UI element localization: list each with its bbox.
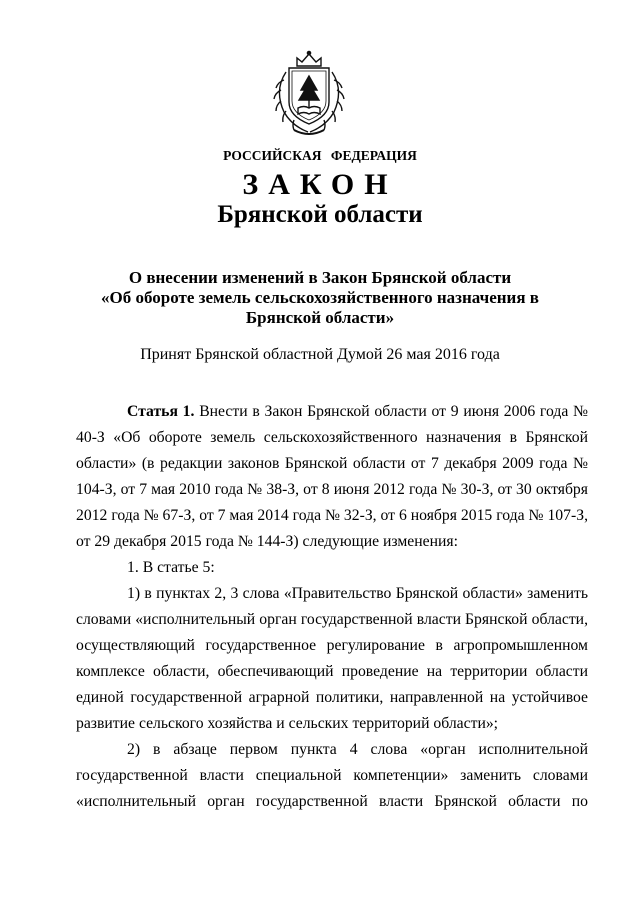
law-title-line: «Об обороте земель сельскохозяйственного назначения в <box>101 288 539 307</box>
item-1: 1. В статье 5: <box>127 559 215 576</box>
article-1-paragraph <box>76 399 588 555</box>
law-title-line: О внесении изменений в Закон Брянской области <box>128 268 512 287</box>
law-heading: ЗАКОН <box>242 168 398 201</box>
coat-of-arms-icon <box>264 50 354 140</box>
law-body <box>76 399 588 815</box>
region-heading: Брянской области <box>217 201 423 228</box>
item-1-2: 2) в абзаце первом пункта 4 слова «орган исполнительной государственной власти специальной компетенции» заменить словами «исполнительный орган государственной власти Брянской области по <box>76 741 588 810</box>
federation-heading: РОССИЙСКАЯ ФЕДЕРАЦИЯ <box>223 148 417 163</box>
adoption-note: Принят Брянской областной Думой 26 мая 2016 года <box>140 346 500 363</box>
article-label: Статья 1. <box>127 403 195 420</box>
law-title <box>0 268 640 328</box>
article-text: Внести в Закон Брянской области от 9 июня 2006 года № 40-З «Об обороте земель сельскохозяйственного назначения в Брянской области» (в редакции законов Брянской области от 7 декабря 2009 года № 104-З, от 7 мая 2010 года № 38-З, от 8 июня 2012 года № 30-З, от 30 октября 2012 года № 67-З, от 7 мая 2014 года № 32-З, от 6 ноября 2015 года № 107-З, от 29 декабря 2015 года № 144-З) следующие изменения: <box>76 403 588 550</box>
law-title-line: Брянской области» <box>245 308 395 327</box>
item-1-1: 1) в пунктах 2, 3 слова «Правительство Брянской области» заменить словами «исполнительный орган государственной власти Брянской области, осуществляющий государственное регулирование в агропромышленном комплексе области, обеспечивающий проведение на территории области единой государственной аграрной политики, направленной на устойчивое развитие сельского хозяйства и сельских территорий области»; <box>76 585 588 732</box>
